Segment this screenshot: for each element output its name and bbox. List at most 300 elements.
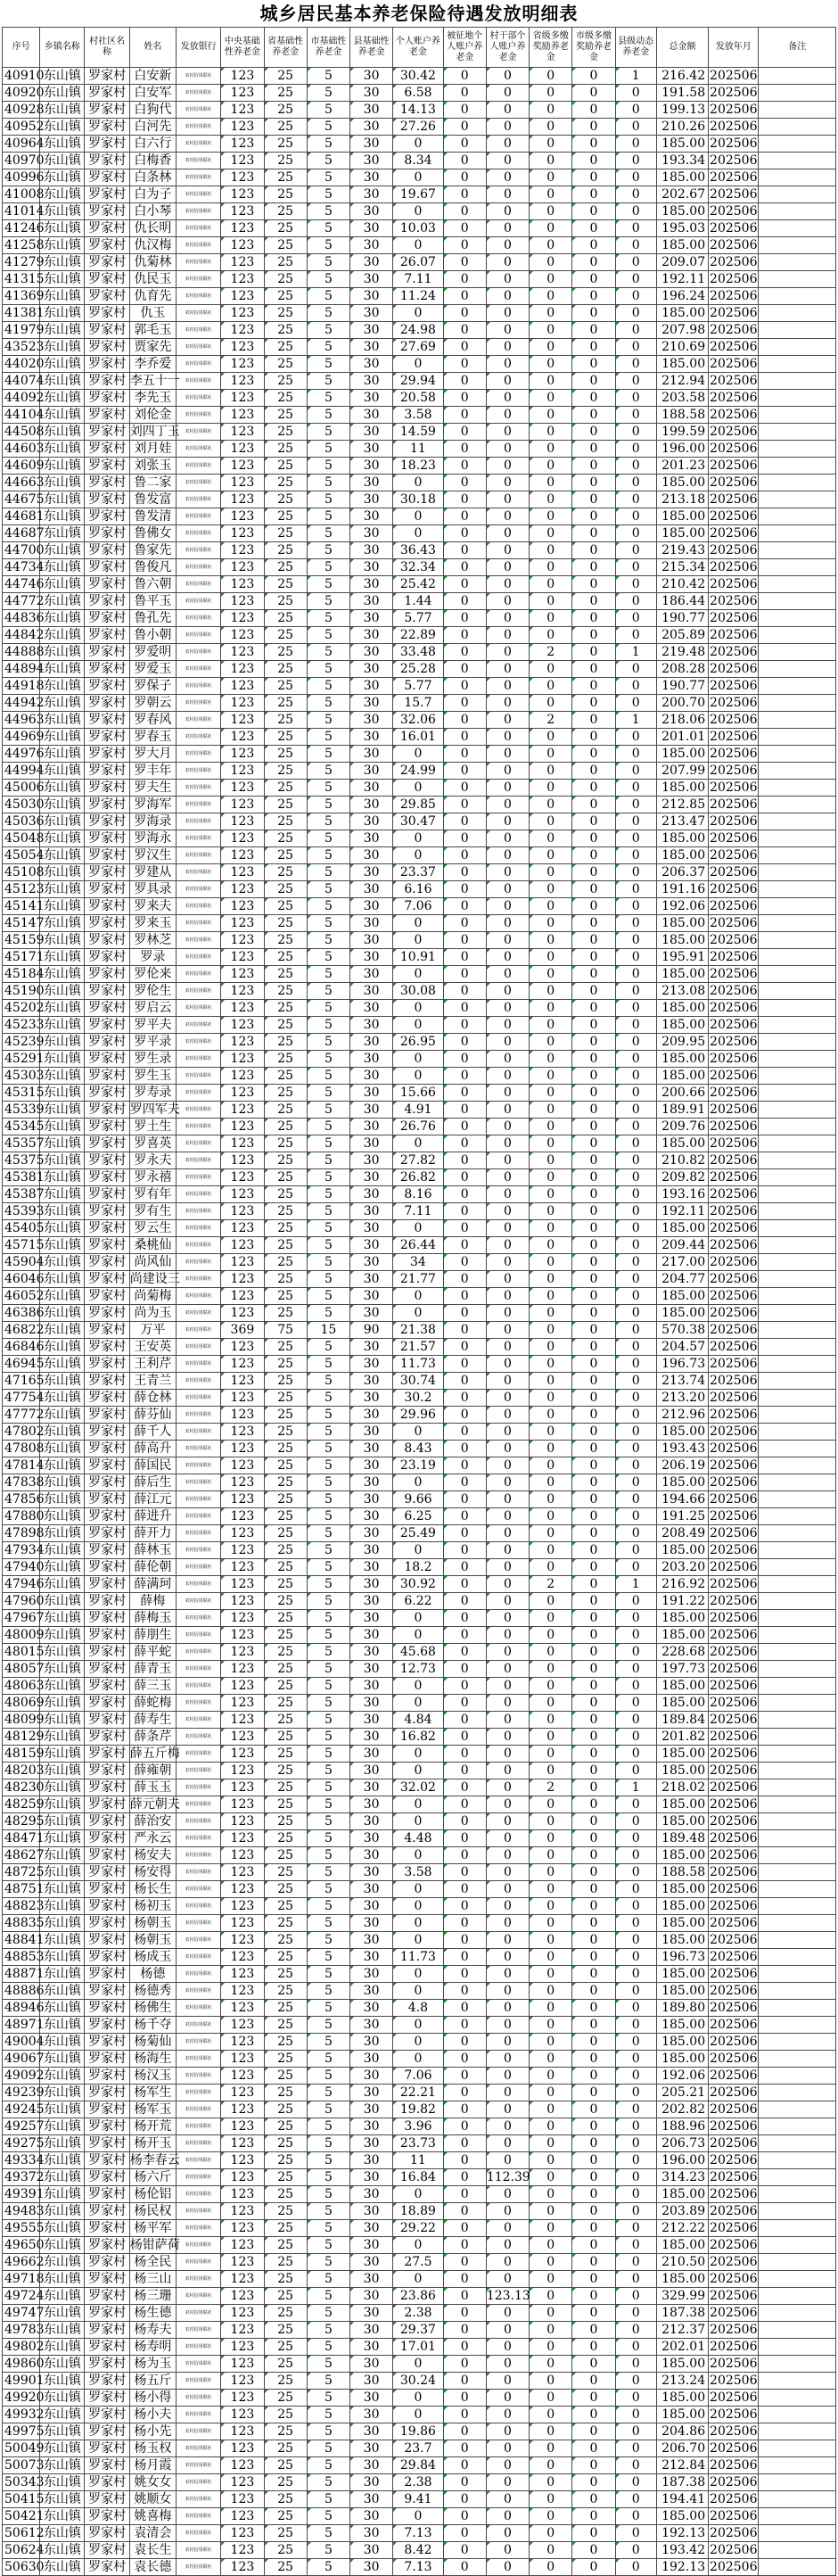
village-cell: 罗家村 (85, 644, 129, 661)
village-cadre-account-cell: 0 (486, 915, 529, 932)
total-amount-cell: 185.00 (656, 746, 708, 763)
village-cell: 罗家村 (85, 2068, 129, 2085)
total-amount-cell: 185.00 (656, 2356, 708, 2373)
name-cell: 白条林 (129, 169, 176, 186)
table-row (3, 610, 836, 627)
land-acquired-account-cell: 0 (443, 1390, 486, 1407)
city-extra-reward-cell: 0 (572, 729, 615, 746)
province-extra-reward-cell: 0 (530, 2017, 572, 2034)
remark-cell (759, 1491, 836, 1508)
central-pension-cell: 123 (221, 1678, 264, 1695)
county-dynamic-pension-cell: 0 (615, 1983, 656, 2000)
county-pension-cell: 30 (350, 2000, 393, 2017)
province-extra-reward-cell: 0 (530, 203, 572, 220)
land-acquired-account-cell: 0 (443, 68, 486, 85)
bank-cell: 农村信用联社 (177, 2034, 221, 2051)
province-extra-reward-cell: 0 (530, 1322, 572, 1339)
city-pension-cell: 5 (307, 1644, 349, 1661)
central-pension-cell: 123 (221, 712, 264, 729)
county-dynamic-pension-cell: 0 (615, 1491, 656, 1508)
pay-month-cell: 202506 (710, 2102, 758, 2117)
bank-cell: 农村信用联社 (177, 1491, 221, 1508)
pay-month-cell: 202506 (710, 984, 758, 998)
county-dynamic-pension-cell: 0 (615, 339, 656, 356)
province-extra-reward-cell: 0 (530, 559, 572, 576)
province-extra-reward-cell: 0 (530, 390, 572, 407)
province-pension-cell: 25 (264, 2390, 307, 2407)
city-pension-cell: 5 (307, 390, 349, 407)
serial-cell: 46386 (3, 1305, 40, 1322)
personal-account-cell: 0 (393, 2237, 443, 2254)
province-extra-reward-cell: 0 (530, 881, 572, 898)
town-cell: 东山镇 (40, 2186, 85, 2203)
remark-cell (759, 1051, 836, 1068)
village-cell: 罗家村 (85, 1152, 129, 1169)
personal-account-cell: 27.5 (393, 2254, 443, 2271)
county-dynamic-pension-cell: 0 (615, 1966, 656, 1983)
land-acquired-account-cell: 0 (443, 1085, 486, 1102)
city-pension-cell: 5 (307, 220, 349, 237)
bank-cell: 农村信用联社 (177, 847, 221, 864)
name-cell: 罗林芝 (129, 932, 176, 949)
remark-cell (759, 780, 836, 797)
land-acquired-account-cell: 0 (443, 1881, 486, 1898)
town-cell: 东山镇 (40, 2271, 85, 2288)
city-pension-cell: 5 (307, 2525, 349, 2542)
village-cell: 罗家村 (85, 780, 129, 797)
town-cell: 东山镇 (40, 746, 85, 763)
province-extra-reward-cell: 0 (530, 1949, 572, 1966)
personal-account-cell: 0 (393, 932, 443, 949)
village-cell: 罗家村 (85, 356, 129, 373)
table-row (3, 1407, 836, 1424)
bank-cell: 农村信用联社 (177, 1135, 221, 1152)
personal-account-cell: 32.06 (393, 712, 443, 729)
total-amount-cell: 197.73 (656, 1661, 708, 1678)
village-cell: 罗家村 (85, 2220, 129, 2237)
table-row (3, 1763, 836, 1779)
province-pension-cell: 25 (264, 2474, 307, 2491)
city-extra-reward-cell: 0 (572, 2051, 615, 2068)
pay-month-cell: 202506 (710, 2492, 758, 2506)
pay-month-cell: 202506 (710, 1730, 758, 1744)
total-amount-cell: 208.49 (656, 1525, 708, 1542)
town-cell: 东山镇 (40, 1525, 85, 1542)
name-cell: 薛治安 (129, 1813, 176, 1830)
city-extra-reward-cell: 0 (572, 1356, 615, 1373)
province-extra-reward-cell: 0 (530, 864, 572, 881)
county-dynamic-pension-cell: 0 (615, 898, 656, 915)
total-amount-cell: 203.58 (656, 390, 708, 407)
total-amount-cell: 191.25 (656, 1508, 708, 1525)
city-extra-reward-cell: 0 (572, 1474, 615, 1491)
county-pension-cell: 30 (350, 1966, 393, 1983)
city-extra-reward-cell: 0 (572, 68, 615, 85)
personal-account-cell: 6.22 (393, 1593, 443, 1610)
county-pension-cell: 30 (350, 1932, 393, 1949)
land-acquired-account-cell: 0 (443, 627, 486, 644)
city-extra-reward-cell: 0 (572, 2440, 615, 2457)
table-row (3, 2339, 836, 2356)
city-extra-reward-cell: 0 (572, 1915, 615, 1932)
bank-cell: 农村信用联社 (177, 966, 221, 983)
province-extra-reward-cell: 0 (530, 237, 572, 254)
personal-account-cell: 0 (393, 203, 443, 220)
serial-cell: 44963 (3, 712, 40, 729)
total-amount-cell: 196.00 (656, 441, 708, 458)
name-cell: 薛后生 (129, 1474, 176, 1491)
village-cell: 罗家村 (85, 1424, 129, 1441)
town-cell: 东山镇 (40, 339, 85, 356)
province-pension-cell: 25 (264, 1847, 307, 1864)
province-pension-cell: 25 (264, 712, 307, 729)
city-pension-cell: 5 (307, 2491, 349, 2508)
province-extra-reward-cell: 0 (530, 1457, 572, 1474)
province-pension-cell: 25 (264, 220, 307, 237)
central-pension-cell: 123 (221, 1627, 264, 1644)
central-pension-cell: 123 (221, 966, 264, 983)
bank-cell: 农村信用联社 (177, 627, 221, 644)
city-extra-reward-cell: 0 (572, 1135, 615, 1152)
village-cell: 罗家村 (85, 1373, 129, 1390)
village-cadre-account-cell: 0 (486, 797, 529, 813)
village-cell: 罗家村 (85, 1441, 129, 1457)
personal-account-cell: 25.28 (393, 661, 443, 678)
land-acquired-account-cell: 0 (443, 441, 486, 458)
city-extra-reward-cell: 0 (572, 153, 615, 169)
land-acquired-account-cell: 0 (443, 1424, 486, 1441)
total-amount-cell: 213.18 (656, 491, 708, 508)
pay-month-cell: 202506 (710, 1323, 758, 1337)
bank-cell: 农村信用联社 (177, 1746, 221, 1763)
land-acquired-account-cell: 0 (443, 2373, 486, 2390)
bank-cell: 农村信用联社 (177, 2542, 221, 2559)
table-row (3, 1017, 836, 1034)
city-extra-reward-cell: 0 (572, 932, 615, 949)
name-cell: 万平 (129, 1322, 176, 1339)
village-cell: 罗家村 (85, 542, 129, 559)
pay-month-cell: 202506 (710, 1713, 758, 1727)
pay-month-cell: 202506 (710, 1255, 758, 1269)
village-cadre-account-cell: 0 (486, 1220, 529, 1237)
remark-cell (759, 2491, 836, 2508)
county-pension-cell: 30 (350, 1457, 393, 1474)
county-dynamic-pension-cell: 0 (615, 763, 656, 780)
county-pension-cell: 30 (350, 1288, 393, 1305)
table-row (3, 1288, 836, 1305)
county-pension-cell: 30 (350, 271, 393, 288)
pay-month-cell: 202506 (710, 1746, 758, 1761)
personal-account-cell: 21.38 (393, 1322, 443, 1339)
village-cell: 罗家村 (85, 1525, 129, 1542)
county-pension-cell: 30 (350, 2288, 393, 2305)
town-cell: 东山镇 (40, 1508, 85, 1525)
village-cadre-account-cell: 0 (486, 1407, 529, 1424)
town-cell: 东山镇 (40, 2474, 85, 2491)
city-extra-reward-cell: 0 (572, 2271, 615, 2288)
central-pension-cell: 123 (221, 2305, 264, 2322)
central-pension-cell: 123 (221, 1017, 264, 1034)
village-cadre-account-cell: 0 (486, 288, 529, 305)
village-cell: 罗家村 (85, 2186, 129, 2203)
pay-month-cell: 202506 (710, 1102, 758, 1117)
serial-cell: 45184 (3, 966, 40, 983)
province-pension-cell: 25 (264, 2288, 307, 2305)
province-extra-reward-cell: 0 (530, 1966, 572, 1983)
county-dynamic-pension-cell: 0 (615, 1373, 656, 1390)
serial-cell: 45375 (3, 1152, 40, 1169)
county-pension-cell: 30 (350, 508, 393, 525)
county-pension-cell: 30 (350, 1729, 393, 1746)
village-cell: 罗家村 (85, 813, 129, 830)
land-acquired-account-cell: 0 (443, 1051, 486, 1068)
city-pension-cell: 5 (307, 1051, 349, 1068)
county-dynamic-pension-cell: 0 (615, 847, 656, 864)
serial-cell: 48946 (3, 2000, 40, 2017)
village-cell: 罗家村 (85, 2237, 129, 2254)
county-pension-cell: 30 (350, 2203, 393, 2220)
county-dynamic-pension-cell: 0 (615, 2101, 656, 2118)
land-acquired-account-cell: 0 (443, 2491, 486, 2508)
land-acquired-account-cell: 0 (443, 203, 486, 220)
central-pension-cell: 123 (221, 2051, 264, 2068)
county-pension-cell: 30 (350, 441, 393, 458)
bank-cell: 农村信用联社 (177, 1644, 221, 1661)
central-pension-cell: 123 (221, 949, 264, 966)
province-pension-cell: 25 (264, 983, 307, 1000)
county-dynamic-pension-cell: 0 (615, 1085, 656, 1102)
pay-month-cell: 202506 (710, 1950, 758, 1964)
pay-month-cell: 202506 (710, 916, 758, 930)
personal-account-cell: 0 (393, 508, 443, 525)
personal-account-cell: 0 (393, 780, 443, 797)
village-cadre-account-cell: 0 (486, 1661, 529, 1678)
province-pension-cell: 25 (264, 915, 307, 932)
bank-cell: 农村信用联社 (177, 881, 221, 898)
serial-cell: 50421 (3, 2508, 40, 2525)
name-cell: 罗有生 (129, 1203, 176, 1220)
city-extra-reward-cell: 0 (572, 1491, 615, 1508)
remark-cell (759, 2440, 836, 2457)
bank-cell: 农村信用联社 (177, 1373, 221, 1390)
county-dynamic-pension-cell: 0 (615, 1932, 656, 1949)
town-cell: 东山镇 (40, 322, 85, 339)
pay-month-cell: 202506 (710, 2526, 758, 2540)
name-cell: 罗建从 (129, 864, 176, 881)
county-dynamic-pension-cell: 0 (615, 2051, 656, 2068)
name-cell: 薛寿生 (129, 1712, 176, 1729)
table-row (3, 983, 836, 1000)
serial-cell: 44734 (3, 559, 40, 576)
remark-cell (759, 254, 836, 271)
city-extra-reward-cell: 0 (572, 2135, 615, 2152)
county-dynamic-pension-cell: 0 (615, 1695, 656, 1712)
city-extra-reward-cell: 0 (572, 1796, 615, 1813)
land-acquired-account-cell: 0 (443, 1288, 486, 1305)
serial-cell: 45303 (3, 1068, 40, 1085)
table-row (3, 881, 836, 898)
province-pension-cell: 25 (264, 136, 307, 153)
town-cell: 东山镇 (40, 2542, 85, 2559)
column-header: 县级动态养老金 (615, 28, 656, 68)
city-pension-cell: 5 (307, 2288, 349, 2305)
pay-month-cell: 202506 (710, 933, 758, 947)
central-pension-cell: 123 (221, 1813, 264, 1830)
village-cell: 罗家村 (85, 373, 129, 390)
county-dynamic-pension-cell: 0 (615, 1830, 656, 1847)
village-cell: 罗家村 (85, 2051, 129, 2068)
village-cell: 罗家村 (85, 1830, 129, 1847)
village-cell: 罗家村 (85, 2390, 129, 2407)
village-cadre-account-cell: 0 (486, 1169, 529, 1186)
county-pension-cell: 30 (350, 1695, 393, 1712)
serial-cell: 44104 (3, 407, 40, 424)
pay-month-cell: 202506 (710, 1645, 758, 1659)
name-cell: 袁清会 (129, 2525, 176, 2542)
name-cell: 刘月娃 (129, 441, 176, 458)
total-amount-cell: 189.80 (656, 2000, 708, 2017)
city-extra-reward-cell: 0 (572, 1237, 615, 1254)
table-row (3, 2491, 836, 2508)
province-pension-cell: 25 (264, 593, 307, 610)
name-cell: 罗大月 (129, 746, 176, 763)
city-pension-cell: 5 (307, 1898, 349, 1915)
name-cell: 姚女女 (129, 2474, 176, 2491)
land-acquired-account-cell: 0 (443, 1576, 486, 1593)
province-extra-reward-cell: 0 (530, 1051, 572, 1068)
remark-cell (759, 1356, 836, 1373)
village-cadre-account-cell: 0 (486, 729, 529, 746)
county-dynamic-pension-cell: 0 (615, 1288, 656, 1305)
town-cell: 东山镇 (40, 373, 85, 390)
remark-cell (759, 2407, 836, 2423)
city-pension-cell: 5 (307, 1305, 349, 1322)
city-extra-reward-cell: 0 (572, 1525, 615, 1542)
village-cadre-account-cell: 0 (486, 305, 529, 322)
bank-cell: 农村信用联社 (177, 678, 221, 695)
total-amount-cell: 212.94 (656, 373, 708, 390)
table-row (3, 1000, 836, 1017)
bank-cell: 农村信用联社 (177, 2254, 221, 2271)
county-pension-cell: 30 (350, 1237, 393, 1254)
village-cadre-account-cell: 0 (486, 186, 529, 203)
total-amount-cell: 185.00 (656, 2237, 708, 2254)
personal-account-cell: 0 (393, 966, 443, 983)
town-cell: 东山镇 (40, 85, 85, 102)
pay-month-cell: 202506 (710, 170, 758, 185)
province-extra-reward-cell: 0 (530, 1661, 572, 1678)
county-pension-cell: 30 (350, 2085, 393, 2101)
bank-cell: 农村信用联社 (177, 237, 221, 254)
city-pension-cell: 5 (307, 1576, 349, 1593)
village-cell: 罗家村 (85, 2085, 129, 2101)
bank-cell: 农村信用联社 (177, 1932, 221, 1949)
county-dynamic-pension-cell: 0 (615, 441, 656, 458)
province-pension-cell: 25 (264, 1695, 307, 1712)
personal-account-cell: 27.82 (393, 1152, 443, 1169)
city-pension-cell: 5 (307, 1729, 349, 1746)
pay-month-cell: 202506 (710, 1119, 758, 1134)
personal-account-cell: 0 (393, 1746, 443, 1763)
pay-month-cell: 202506 (710, 1967, 758, 1981)
village-cell: 罗家村 (85, 627, 129, 644)
central-pension-cell: 123 (221, 1932, 264, 1949)
village-cadre-account-cell: 0 (486, 1373, 529, 1390)
total-amount-cell: 196.24 (656, 288, 708, 305)
city-pension-cell: 5 (307, 1525, 349, 1542)
village-cadre-account-cell: 0 (486, 966, 529, 983)
province-extra-reward-cell: 0 (530, 2440, 572, 2457)
land-acquired-account-cell: 0 (443, 780, 486, 797)
city-extra-reward-cell: 0 (572, 847, 615, 864)
remark-cell (759, 1779, 836, 1796)
province-pension-cell: 25 (264, 2068, 307, 2085)
county-pension-cell: 30 (350, 780, 393, 797)
town-cell: 东山镇 (40, 1881, 85, 1898)
table-row (3, 2390, 836, 2407)
remark-cell (759, 712, 836, 729)
county-pension-cell: 30 (350, 1678, 393, 1695)
name-cell: 杨菊仙 (129, 2034, 176, 2051)
province-extra-reward-cell: 0 (530, 2000, 572, 2017)
remark-cell (759, 1457, 836, 1474)
personal-account-cell: 30.92 (393, 1576, 443, 1593)
serial-cell: 50612 (3, 2525, 40, 2542)
serial-cell: 50073 (3, 2457, 40, 2474)
bank-cell: 农村信用联社 (177, 119, 221, 136)
province-pension-cell: 25 (264, 1746, 307, 1763)
province-pension-cell: 25 (264, 542, 307, 559)
city-extra-reward-cell: 0 (572, 1610, 615, 1627)
city-pension-cell: 5 (307, 2220, 349, 2237)
city-pension-cell: 5 (307, 949, 349, 966)
province-extra-reward-cell: 0 (530, 525, 572, 542)
province-pension-cell: 25 (264, 491, 307, 508)
total-amount-cell: 185.00 (656, 1983, 708, 2000)
remark-cell (759, 2525, 836, 2542)
county-pension-cell: 30 (350, 797, 393, 813)
land-acquired-account-cell: 0 (443, 339, 486, 356)
province-extra-reward-cell: 0 (530, 2152, 572, 2169)
serial-cell: 49483 (3, 2203, 40, 2220)
total-amount-cell: 193.34 (656, 153, 708, 169)
total-amount-cell: 207.98 (656, 322, 708, 339)
county-pension-cell: 30 (350, 305, 393, 322)
serial-cell: 49239 (3, 2085, 40, 2101)
name-cell: 王安英 (129, 1339, 176, 1356)
name-cell: 杨成玉 (129, 1949, 176, 1966)
bank-cell: 农村信用联社 (177, 1796, 221, 1813)
land-acquired-account-cell: 0 (443, 1034, 486, 1051)
total-amount-cell: 199.13 (656, 102, 708, 119)
village-cadre-account-cell: 0 (486, 2068, 529, 2085)
county-pension-cell: 30 (350, 1220, 393, 1237)
county-dynamic-pension-cell: 0 (615, 102, 656, 119)
table-row (3, 1390, 836, 1407)
land-acquired-account-cell: 0 (443, 220, 486, 237)
column-header: 发放银行 (177, 28, 221, 68)
name-cell: 杨军生 (129, 2085, 176, 2101)
county-pension-cell: 30 (350, 2373, 393, 2390)
village-cadre-account-cell: 0 (486, 1729, 529, 1746)
county-pension-cell: 30 (350, 186, 393, 203)
county-dynamic-pension-cell: 0 (615, 1407, 656, 1424)
city-pension-cell: 5 (307, 1288, 349, 1305)
county-pension-cell: 30 (350, 2101, 393, 2118)
bank-cell: 农村信用联社 (177, 746, 221, 763)
village-cell: 罗家村 (85, 949, 129, 966)
city-extra-reward-cell: 0 (572, 1441, 615, 1457)
